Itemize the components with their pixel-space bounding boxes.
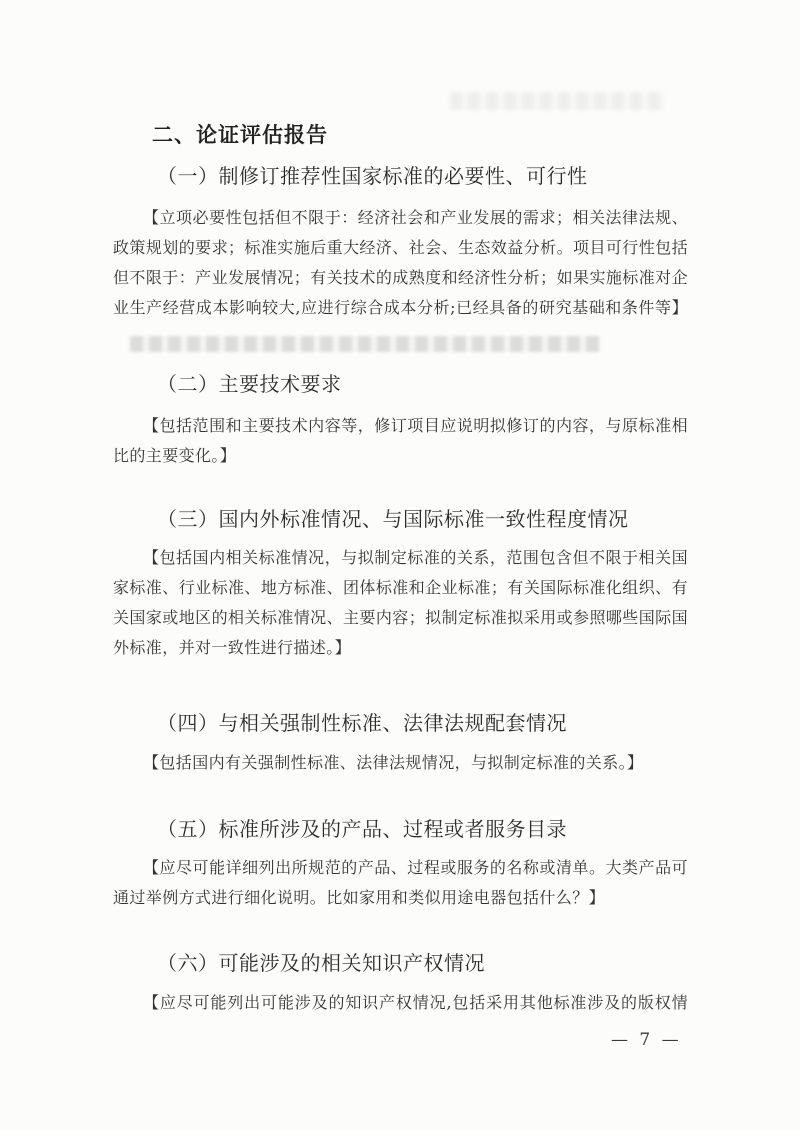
- paragraph: [113, 203, 688, 323]
- paragraph-line: 业生产经营成本影响较大,应进行综合成本分析;已经具备的研究基础和条件等】: [113, 298, 688, 317]
- paragraph-line: 外标准，并对一致性进行描述。】: [113, 638, 352, 657]
- paragraph: [113, 988, 688, 1018]
- bleed-through-text-top: [450, 92, 665, 110]
- section: [113, 710, 688, 778]
- sections: [113, 163, 688, 1018]
- page-number: — 7 —: [611, 1030, 682, 1050]
- section-heading: （四）与相关强制性标准、法律法规配套情况: [157, 711, 567, 735]
- section: [113, 816, 688, 913]
- document-content: [113, 122, 688, 1018]
- paragraph-line: 【应尽可能详细列出所规范的产品、过程或服务的名称或清单。大类产品可: [143, 858, 688, 877]
- paragraph-line: 【包括范围和主要技术内容等，修订项目应说明拟修订的内容，与原标准相: [143, 416, 688, 435]
- paragraph-line: 【包括国内有关强制性标准、法律法规情况，与拟制定标准的关系。】: [143, 753, 644, 772]
- section-heading: （二）主要技术要求: [157, 372, 342, 396]
- paragraph: [113, 748, 688, 778]
- paragraph-line: 政策规划的要求；标准实施后重大经济、社会、生态效益分析。项目可行性包括: [113, 238, 688, 257]
- section: [113, 371, 688, 471]
- paragraph: [113, 853, 688, 913]
- paragraph: [113, 543, 688, 663]
- document-title: 二、论证评估报告: [152, 122, 328, 147]
- section: [113, 950, 688, 1018]
- paragraph-line: 通过举例方式进行细化说明。比如家用和类似用途电器包括什么？】: [113, 888, 606, 907]
- paragraph: [113, 411, 688, 471]
- paragraph-line: 但不限于：产业发展情况；有关技术的成熟度和经济性分析；如果实施标准对企: [113, 268, 688, 287]
- paragraph-line: 【包括国内相关标准情况，与拟制定标准的关系，范围包含但不限于相关国: [143, 548, 688, 567]
- section-heading: （一）制修订推荐性国家标准的必要性、可行性: [157, 164, 588, 188]
- section: [113, 163, 688, 323]
- paragraph-line: 关国家或地区的相关标准情况、主要内容；拟制定标准拟采用或参照哪些国际国: [113, 608, 688, 627]
- section-heading: （三）国内外标准情况、与国际标准一致性程度情况: [157, 507, 629, 531]
- paragraph-line: 比的主要变化。】: [113, 446, 237, 465]
- paragraph-line: 家标准、行业标准、地方标准、团体标准和企业标准；有关国际标准化组织、有: [113, 578, 688, 597]
- section-heading: （五）标准所涉及的产品、过程或者服务目录: [157, 817, 567, 841]
- paragraph-line: 【应尽可能列出可能涉及的知识产权情况,包括采用其他标准涉及的版权情: [143, 993, 688, 1012]
- paragraph-line: 【立项必要性包括但不限于：经济社会和产业发展的需求；相关法律法规、: [143, 208, 688, 227]
- section-heading: （六）可能涉及的相关知识产权情况: [157, 951, 485, 975]
- section: [113, 506, 688, 663]
